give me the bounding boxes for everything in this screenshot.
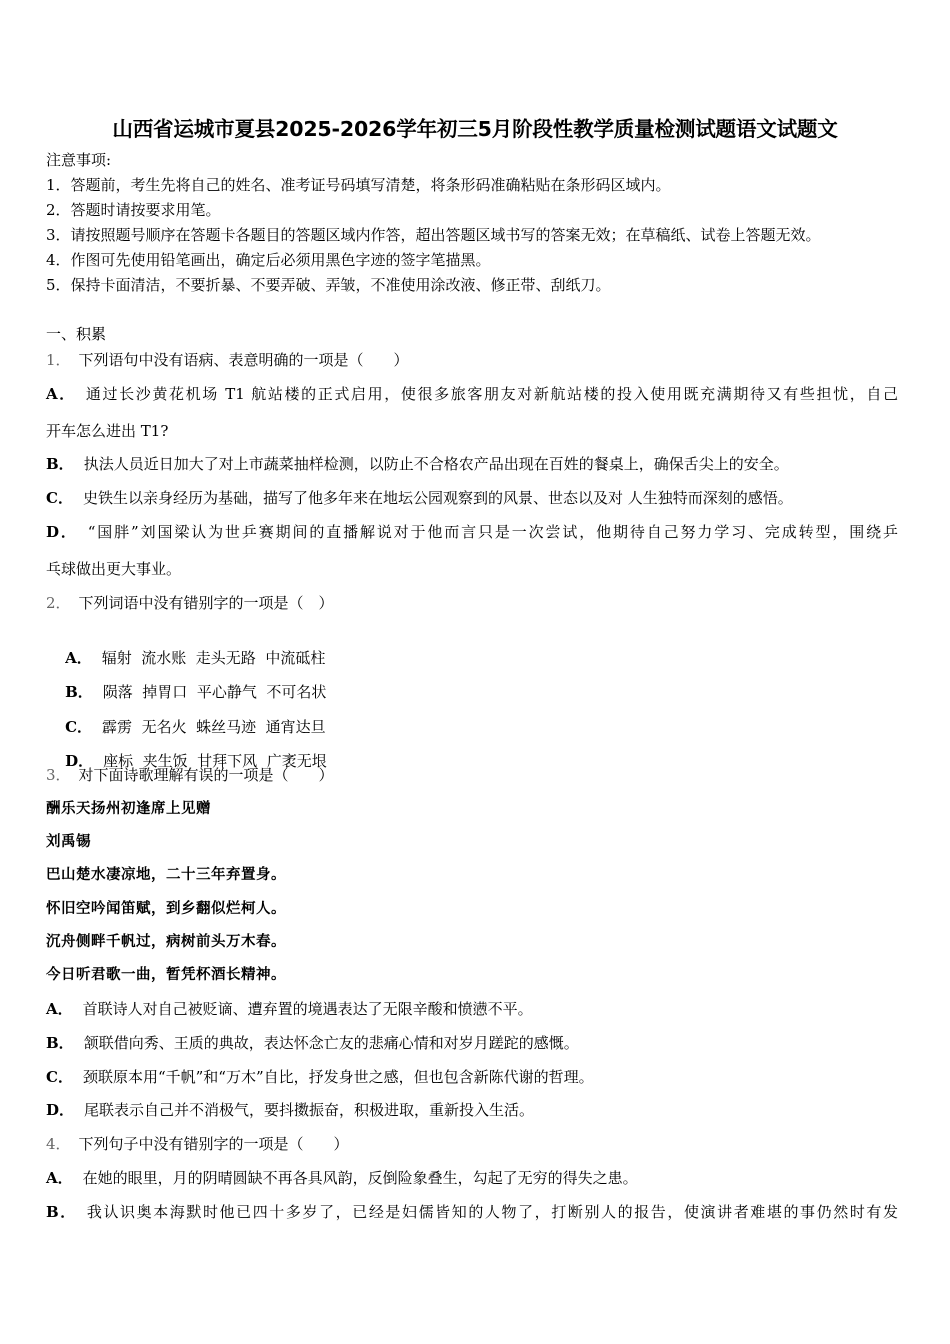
option-letter: C． xyxy=(65,718,93,736)
q1-option-b xyxy=(46,454,789,474)
notice-item: 4．作图可先使用铅笔画出，确定后必须用黑色字迹的签字笔描黑。 xyxy=(46,251,491,269)
option-text: 首联诗人对自己被贬谪、遭弃置的境遇表达了无限辛酸和愤懑不平。 xyxy=(82,1000,533,1018)
question-2-stem xyxy=(46,593,334,613)
option-text: 座标 夹生饭 甘拜下风 广袤无垠 xyxy=(103,752,327,770)
option-text: 霹雳 无名火 蛛丝马迹 通宵达旦 xyxy=(102,718,326,736)
notice-item: 2．答题时请按要求用笔。 xyxy=(46,201,221,219)
poem-line: 今日听君歌一曲，暂凭杯酒长精神。 xyxy=(46,966,286,983)
option-letter: D． xyxy=(46,523,78,541)
question-text: 下列语句中没有语病、表意明确的一项是（ ） xyxy=(78,351,409,369)
option-letter: C． xyxy=(46,489,73,507)
question-3-stem xyxy=(46,765,334,785)
question-number: 3． xyxy=(46,766,71,784)
option-text: 陨落 掉胃口 平心静气 不可名状 xyxy=(102,683,327,701)
question-4-stem xyxy=(46,1134,349,1154)
poem-line: 怀旧空吟闻笛赋，到乡翻似烂柯人。 xyxy=(46,900,286,917)
page-title: 山西省运城市夏县2025-2026学年初三5月阶段性教学质量检测试题语文试题文 xyxy=(112,117,838,141)
question-text: 下列句子中没有错别字的一项是（ ） xyxy=(78,1135,349,1153)
notice-item: 1．答题前，考生先将自己的姓名、准考证号码填写清楚，将条形码准确粘贴在条形码区域内。 xyxy=(46,176,671,194)
option-text: 颔联借向秀、王质的典故，表达怀念亡友的悲痛心情和对岁月蹉跎的感慨。 xyxy=(83,1034,579,1052)
option-letter: A． xyxy=(46,385,76,403)
option-letter: D． xyxy=(46,1101,75,1119)
q1-option-d-cont: 乓球做出更大事业。 xyxy=(46,560,182,578)
option-text: 我认识奥本海默时他已四十多岁了，已经是妇儒皆知的人物了，打断别人的报告，使演讲者难堪的事仍然时有发 xyxy=(86,1203,898,1221)
option-letter: A． xyxy=(46,1000,73,1018)
question-1-stem xyxy=(46,350,409,370)
option-text: 辐射 流水账 走头无路 中流砥柱 xyxy=(101,649,326,667)
q1-option-a-cont: 开车怎么进出 T1? xyxy=(46,422,169,440)
poem-line: 巴山楚水凄凉地，二十三年弃置身。 xyxy=(46,866,286,883)
question-number: 4． xyxy=(46,1135,71,1153)
section-heading: 一、积累 xyxy=(46,325,107,343)
option-letter: A． xyxy=(65,649,92,667)
notice-item: 3．请按照题号顺序在答题卡各题目的答题区域内作答，超出答题区域书写的答案无效；在草稿纸、试卷上答题无效。 xyxy=(46,226,821,244)
option-text: 执法人员近日加大了对上市蔬菜抽样检测，以防止不合格农产品出现在百姓的餐桌上，确保舌尖上的安全。 xyxy=(83,455,789,473)
option-text: “国胖”刘国梁认为世乒赛期间的直播解说对于他而言只是一次尝试，他期待自己努力学习、完成转型，围绕乒 xyxy=(87,523,899,541)
question-text: 对下面诗歌理解有误的一项是（ ） xyxy=(78,766,334,784)
option-text: 尾联表示自己并不消极气，要抖擞振奋，积极进取，重新投入生活。 xyxy=(84,1101,535,1119)
option-letter: B． xyxy=(46,1034,74,1052)
q4-option-a xyxy=(46,1168,638,1188)
q1-option-a xyxy=(46,384,898,404)
option-letter: B． xyxy=(46,455,74,473)
option-letter: B． xyxy=(65,683,93,701)
option-text: 史铁生以亲身经历为基础，描写了他多年来在地坛公园观察到的风景、世态以及对 人生独特而深刻的感悟。 xyxy=(82,489,793,507)
q3-option-c xyxy=(46,1067,594,1087)
option-letter: C． xyxy=(46,1068,73,1086)
option-letter: B． xyxy=(46,1203,77,1221)
poem-author: 刘禹锡 xyxy=(46,833,91,850)
option-text: 在她的眼里，月的阴晴圆缺不再各具风韵，反倒险象叠生，勾起了无穷的得失之患。 xyxy=(82,1169,638,1187)
q1-option-d xyxy=(46,522,898,542)
poem-title: 酬乐天扬州初逢席上见赠 xyxy=(46,800,211,817)
q4-option-b xyxy=(46,1202,898,1222)
q3-option-d xyxy=(46,1100,534,1120)
question-text: 下列词语中没有错别字的一项是（ ） xyxy=(78,594,334,612)
option-text: 通过长沙黄花机场 T1 航站楼的正式启用，使很多旅客朋友对新航站楼的投入使用既充满期待又有些担忧，自己 xyxy=(85,385,898,403)
question-number: 1． xyxy=(46,351,71,369)
q3-option-b xyxy=(46,1033,579,1053)
q1-option-c xyxy=(46,488,793,508)
poem-line: 沉舟侧畔千帆过，病树前头万木春。 xyxy=(46,933,286,950)
option-letter: A． xyxy=(46,1169,73,1187)
option-text: 颈联原本用“千帆”和“万木”自比，抒发身世之感，但也包含新陈代谢的哲理。 xyxy=(82,1068,594,1086)
q3-option-a xyxy=(46,999,533,1019)
notice-heading: 注意事项: xyxy=(46,151,112,169)
notice-item: 5．保持卡面清洁，不要折暴、不要弄破、弄皱，不准使用涂改液、修正带、刮纸刀。 xyxy=(46,276,611,294)
option-letter: D． xyxy=(65,752,94,770)
question-number: 2． xyxy=(46,594,71,612)
